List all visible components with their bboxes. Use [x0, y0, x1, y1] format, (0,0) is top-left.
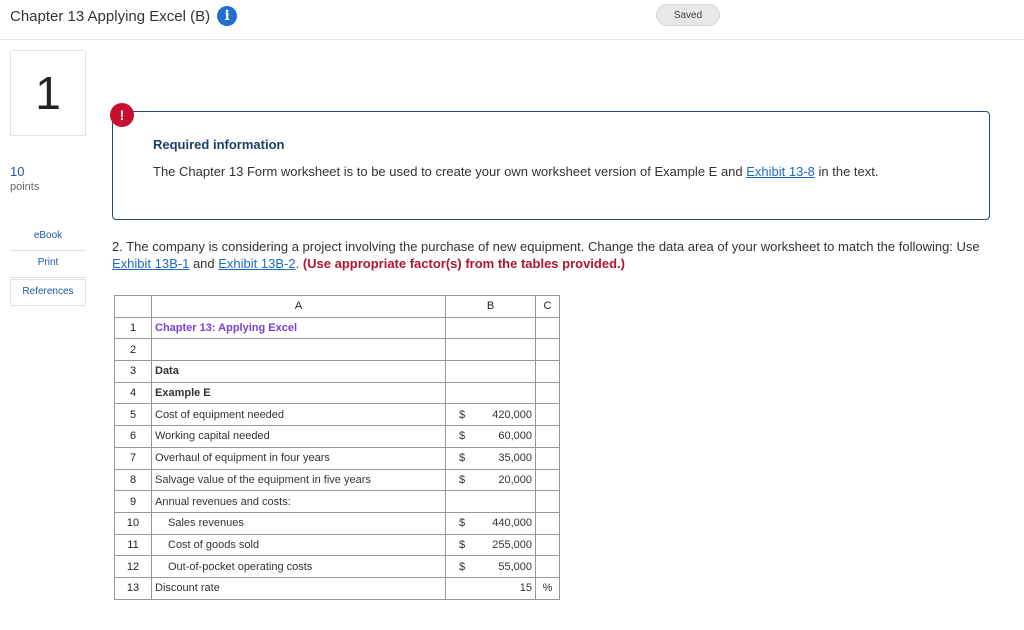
cell-c[interactable]	[536, 317, 560, 339]
ebook-link[interactable]: eBook	[10, 224, 86, 251]
assignment-title-text: Chapter 13 Applying Excel (B)	[10, 7, 211, 25]
required-info-title: Required information	[153, 137, 285, 152]
row-number: 1	[115, 317, 152, 339]
cell-a[interactable]: Overhaul of equipment in four years	[152, 447, 446, 469]
top-bar	[0, 0, 1024, 40]
cell-b[interactable]	[446, 469, 536, 491]
references-link[interactable]: References	[10, 279, 86, 306]
currency-symbol: $	[459, 430, 466, 443]
currency-symbol: $	[459, 517, 466, 530]
points-label: points	[10, 181, 40, 193]
column-header-row	[115, 296, 560, 318]
row-number: 6	[115, 426, 152, 448]
required-info-box	[112, 111, 990, 220]
row-number: 4	[115, 382, 152, 404]
row-number: 2	[115, 339, 152, 361]
cell-c[interactable]	[536, 512, 560, 534]
required-info-text	[153, 163, 953, 180]
cell-a[interactable]: Data	[152, 361, 446, 383]
cell-c[interactable]	[536, 426, 560, 448]
info-circle-icon[interactable]: i	[217, 6, 237, 26]
points-value: 10	[10, 164, 25, 179]
question-text-part: 2. The company is considering a project involving the purchase of new equipment. Change the data area of your worksheet to match the following: Use	[112, 239, 980, 254]
question-text-part: .	[295, 256, 303, 271]
question-number: 1	[10, 50, 86, 136]
column-header-b: B	[446, 296, 536, 318]
cell-a[interactable]: Annual revenues and costs:	[152, 491, 446, 513]
cell-b[interactable]	[446, 317, 536, 339]
cell-value: 55,000	[498, 560, 532, 573]
sheet-row	[115, 469, 560, 491]
cell-c[interactable]: %	[536, 577, 560, 599]
cell-value: 255,000	[492, 538, 532, 551]
exhibit-13b-1-link[interactable]: Exhibit 13B-1	[112, 256, 190, 271]
currency-symbol: $	[459, 408, 466, 421]
corner-cell	[115, 296, 152, 318]
cell-a[interactable]: Discount rate	[152, 577, 446, 599]
column-header-a: A	[152, 296, 446, 318]
required-info-text-part: The Chapter 13 Form worksheet is to be used to create your own worksheet version of Example E and	[153, 164, 747, 179]
print-link[interactable]: Print	[10, 251, 86, 278]
cell-a[interactable]: Example E	[152, 382, 446, 404]
sheet-row	[115, 426, 560, 448]
question-text-part: and	[189, 256, 219, 271]
sheet-row	[115, 447, 560, 469]
cell-b[interactable]	[446, 556, 536, 578]
cell-b[interactable]	[446, 534, 536, 556]
sheet-row	[115, 534, 560, 556]
cell-c[interactable]	[536, 404, 560, 426]
spreadsheet	[114, 295, 560, 600]
cell-value: 20,000	[498, 473, 532, 486]
cell-value: 60,000	[498, 430, 532, 443]
row-number: 11	[115, 534, 152, 556]
currency-symbol: $	[459, 473, 466, 486]
cell-a[interactable]: Cost of equipment needed	[152, 404, 446, 426]
cell-a[interactable]: Working capital needed	[152, 426, 446, 448]
cell-value: 440,000	[492, 517, 532, 530]
cell-c[interactable]	[536, 469, 560, 491]
row-number: 9	[115, 491, 152, 513]
cell-c[interactable]	[536, 382, 560, 404]
row-number: 12	[115, 556, 152, 578]
cell-c[interactable]	[536, 447, 560, 469]
saved-status-badge: Saved	[656, 4, 720, 26]
cell-b[interactable]	[446, 382, 536, 404]
sheet-row	[115, 317, 560, 339]
question-text	[112, 238, 992, 272]
cell-a[interactable]: Out-of-pocket operating costs	[152, 556, 446, 578]
cell-c[interactable]	[536, 491, 560, 513]
row-number: 8	[115, 469, 152, 491]
cell-a[interactable]: Sales revenues	[152, 512, 446, 534]
row-number: 5	[115, 404, 152, 426]
cell-a[interactable]: Cost of goods sold	[152, 534, 446, 556]
assignment-title	[10, 6, 237, 26]
cell-value: 15	[519, 582, 532, 595]
sheet-row	[115, 491, 560, 513]
cell-b[interactable]	[446, 447, 536, 469]
cell-b[interactable]	[446, 426, 536, 448]
currency-symbol: $	[459, 538, 466, 551]
cell-c[interactable]	[536, 361, 560, 383]
sheet-row	[115, 404, 560, 426]
cell-b[interactable]	[446, 361, 536, 383]
column-header-c: C	[536, 296, 560, 318]
question-instruction: (Use appropriate factor(s) from the tables provided.)	[302, 256, 625, 271]
cell-c[interactable]	[536, 339, 560, 361]
cell-b[interactable]	[446, 512, 536, 534]
sheet-row	[115, 339, 560, 361]
resource-links	[10, 224, 86, 306]
cell-a[interactable]: Chapter 13: Applying Excel	[152, 317, 446, 339]
exhibit-13-8-link[interactable]: Exhibit 13-8	[746, 164, 815, 179]
sheet-row	[115, 556, 560, 578]
cell-c[interactable]	[536, 556, 560, 578]
cell-a[interactable]	[152, 339, 446, 361]
cell-value: 420,000	[492, 408, 532, 421]
required-info-text-part: in the text.	[814, 164, 879, 179]
cell-b[interactable]	[446, 404, 536, 426]
cell-b[interactable]	[446, 491, 536, 513]
sheet-row	[115, 577, 560, 599]
cell-value: 35,000	[498, 452, 532, 465]
cell-a[interactable]: Salvage value of the equipment in five years	[152, 469, 446, 491]
alert-icon: !	[110, 103, 134, 127]
row-number: 13	[115, 577, 152, 599]
currency-symbol: $	[459, 452, 466, 465]
cell-c[interactable]	[536, 534, 560, 556]
currency-symbol: $	[459, 560, 466, 573]
cell-b[interactable]	[446, 577, 536, 599]
row-number: 7	[115, 447, 152, 469]
sheet-row	[115, 512, 560, 534]
row-number: 10	[115, 512, 152, 534]
sheet-row	[115, 382, 560, 404]
sheet-row	[115, 361, 560, 383]
exhibit-13b-2-link[interactable]: Exhibit 13B-2	[218, 256, 296, 271]
cell-b[interactable]	[446, 339, 536, 361]
row-number: 3	[115, 361, 152, 383]
